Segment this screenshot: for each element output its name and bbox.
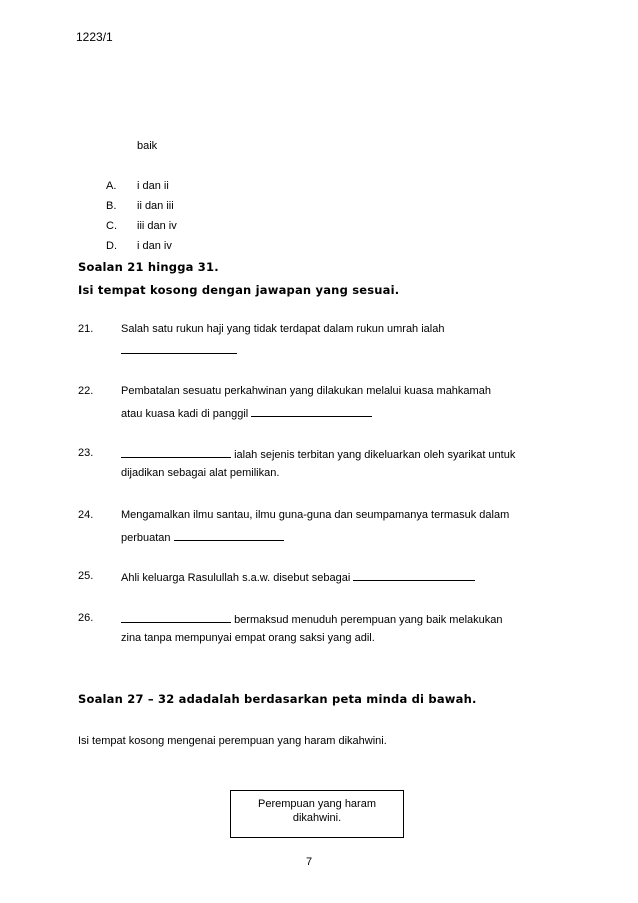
question-text: dijadikan sebagai alat pemilikan. — [121, 467, 280, 479]
answer-blank — [121, 343, 237, 357]
option-text-d: i dan iv — [137, 240, 172, 252]
answer-blank — [174, 530, 284, 541]
option-text-b: ii dan iii — [137, 200, 174, 212]
question-text: atau kuasa kadi di panggil — [121, 408, 249, 420]
question-text: zina tanpa mempunyai empat orang saksi yang adil. — [121, 632, 375, 644]
mindmap-label: Perempuan yang haram — [257, 798, 376, 810]
continuation-text: baik — [137, 140, 158, 152]
question-number: 22. — [78, 385, 94, 397]
option-letter-c: C. — [106, 220, 117, 232]
document-code: 1223/1 — [76, 30, 113, 44]
question-line-2 — [121, 406, 372, 420]
section-instruction: Isi tempat kosong dengan jawapan yang sesuai. — [78, 283, 400, 297]
option-text-c: iii dan iv — [137, 220, 177, 232]
question-number: 24. — [78, 509, 94, 521]
question-number: 25. — [78, 570, 94, 582]
mindmap-center-box — [230, 790, 404, 838]
option-letter-d: D. — [106, 240, 117, 252]
page-number: 7 — [306, 856, 313, 868]
section-title: Soalan 27 – 32 adadalah berdasarkan peta minda di bawah. — [78, 692, 477, 706]
question-text: Mengamalkan ilmu santau, ilmu guna-guna dan seumpamanya termasuk dalam — [121, 509, 510, 521]
question-line-2 — [121, 530, 284, 544]
question-number: 23. — [78, 447, 94, 459]
option-text-a: i dan ii — [137, 180, 169, 192]
question-text: Pembatalan sesuatu perkahwinan yang dilakukan melalui kuasa mahkamah — [121, 385, 491, 397]
section-title: Soalan 21 hingga 31. — [78, 260, 219, 274]
answer-blank — [121, 447, 231, 458]
answer-blank — [353, 570, 475, 581]
question-line-1 — [121, 612, 503, 626]
question-text: Salah satu rukun haji yang tidak terdapat dalam rukun umrah ialah — [121, 323, 445, 335]
question-text: bermaksud menuduh perempuan yang baik melakukan — [234, 614, 503, 626]
answer-blank — [121, 612, 231, 623]
question-text: perbuatan — [121, 532, 171, 544]
question-number: 21. — [78, 323, 94, 335]
question-number: 26. — [78, 612, 94, 624]
question-line-1 — [121, 447, 515, 461]
question-line-1 — [121, 570, 475, 584]
question-text: Ahli keluarga Rasulullah s.a.w. disebut sebagai — [121, 572, 351, 584]
question-text: ialah sejenis terbitan yang dikeluarkan oleh syarikat untuk — [234, 449, 516, 461]
section-instruction: Isi tempat kosong mengenai perempuan yang haram dikahwini. — [78, 735, 387, 747]
option-letter-a: A. — [106, 180, 117, 192]
mindmap-label: dikahwini. — [292, 812, 342, 824]
answer-blank — [251, 406, 372, 417]
option-letter-b: B. — [106, 200, 117, 212]
